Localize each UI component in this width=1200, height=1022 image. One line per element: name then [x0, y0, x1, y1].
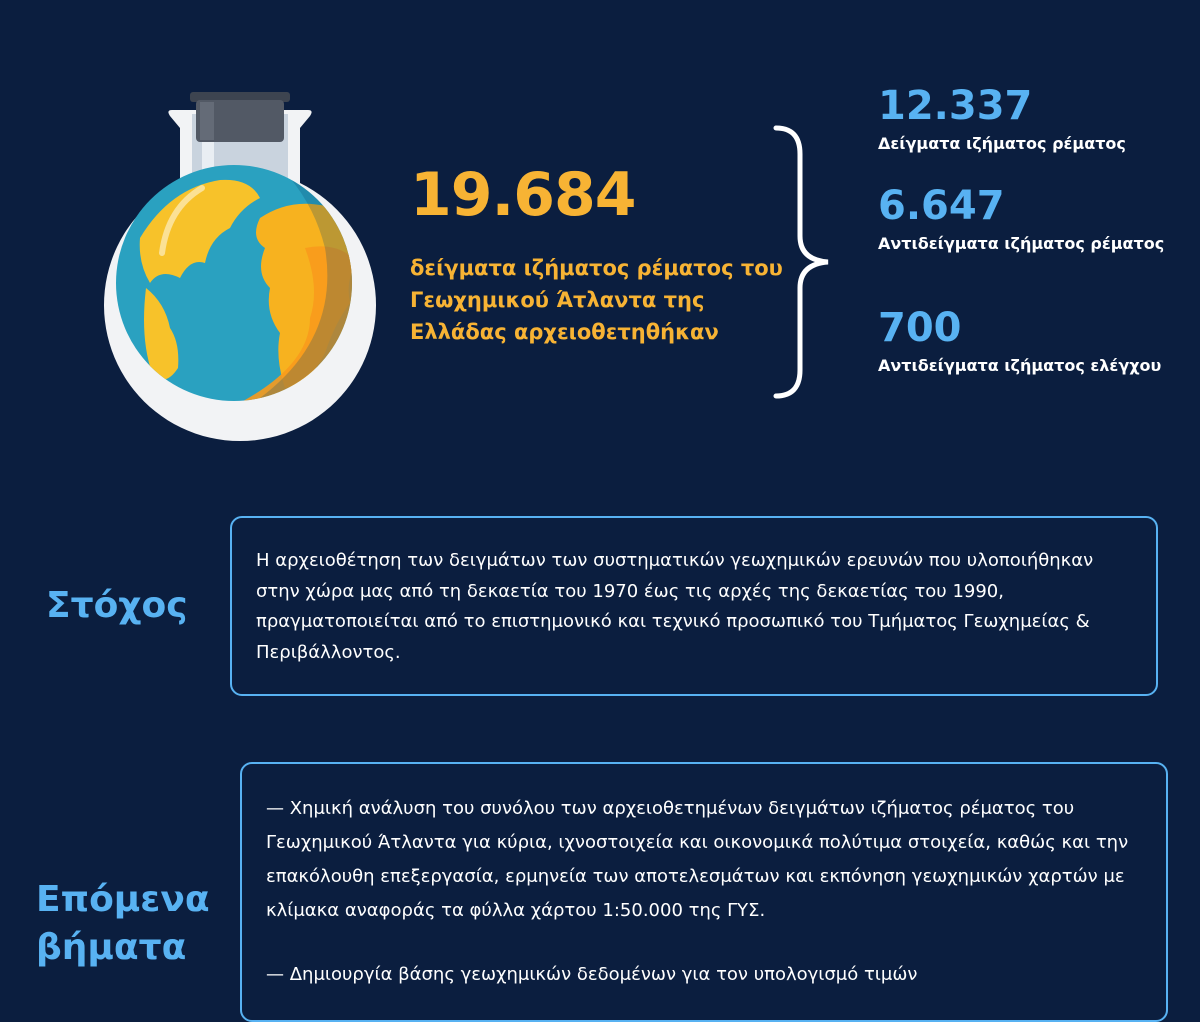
- stat-control-counter-samples: [878, 306, 1161, 375]
- next-step-item: — Δημιουργία βάσης γεωχημικών δεδομένων για τον υπολογισμό τιμών: [266, 964, 918, 985]
- stat-label: Αντιδείγματα ιζήματος ρέματος: [878, 234, 1165, 253]
- stat-value: 700: [878, 305, 962, 351]
- total-samples-value: 19.684: [410, 160, 636, 230]
- next-steps-title-line2: βήματα: [36, 927, 187, 968]
- stat-label: Αντιδείγματα ιζήματος ελέγχου: [878, 356, 1162, 375]
- stat-stream-samples: [878, 84, 1126, 153]
- curly-brace-icon: [770, 124, 840, 400]
- flask-globe-icon: [110, 88, 370, 408]
- goal-title: Στόχος: [46, 585, 188, 626]
- total-samples-caption: δείγματα ιζήματος ρέματος του Γεωχημικού Άτλαντα της Ελλάδας αρχειοθετηθήκαν: [410, 256, 783, 344]
- goal-box: [230, 516, 1158, 696]
- stat-stream-counter-samples: [878, 184, 1164, 253]
- next-steps-title: [36, 876, 210, 972]
- next-step-item: — Χημική ανάλυση του συνόλου των αρχειοθετημένων δειγμάτων ιζήματος ρέματος του Γεωχημικού Άτλαντα για κύρια, ιχνοστοιχεία και οικονομικά πολύτιμα στοιχεία, καθώς και την επακόλουθη επεξεργασία, ερμηνεία των αποτελεσμάτων και εκπόνηση γεωχημικών χαρτών με κλίμακα αναφοράς τα φύλλα χάρτου 1:50.000 της ΓΥΣ.: [266, 798, 1129, 921]
- next-steps-box: [240, 762, 1168, 1022]
- stat-value: 12.337: [878, 83, 1033, 129]
- stat-label: Δείγματα ιζήματος ρέματος: [878, 134, 1126, 153]
- goal-text: Η αρχειοθέτηση των δειγμάτων των συστηματικών γεωχημικών ερευνών που υλοποιήθηκαν στην χώρα μας από τη δεκαετία του 1970 έως τις αρχές της δεκαετίας του 1990, πραγματοποιείται από το επιστημονικό και τεχνικό προσωπικό του Τμήματος Γεωχημείας & Περιβάλλοντος.: [256, 550, 1094, 663]
- stat-value: 6.647: [878, 183, 1005, 229]
- next-steps-title-line1: Επόμενα: [36, 879, 210, 920]
